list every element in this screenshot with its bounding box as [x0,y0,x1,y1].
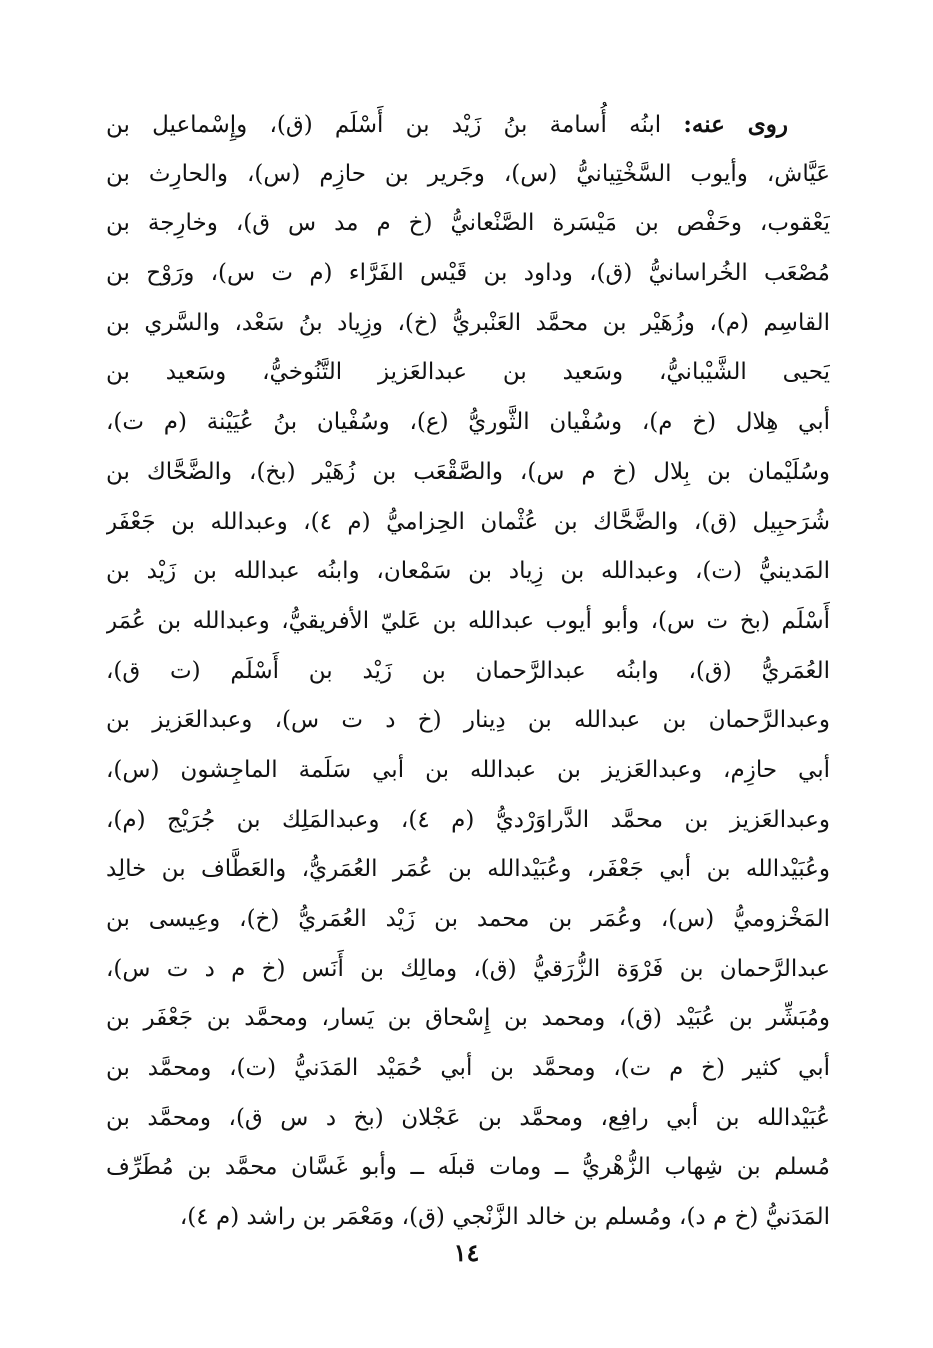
text-line: وعبدالرَّحمان بن عبدالله بن دِينار (خ د ت س)، وعبدالعَزيز بن [106,707,830,734]
text-line: وعبدالعَزيز بن محمَّد الدَّراوَرْديُّ (م ٤)، وعبدالمَلِك بن جُرَيْج (م)، [106,806,830,833]
line-text: ابنُه أُسامة بنُ زَيْد بن أَسْلَم (ق)، وإِسْماعيل بن [106,112,662,138]
text-line: شُرَحبِيل (ق)، والضَّحَّاك بن عُثْمان الحِزاميُّ (م ٤)، وعبدالله بن جَعْفَر [106,508,830,535]
text-line: العُمَريُّ (ق)، وابنُه عبدالرَّحمان بن زَيْد بن أَسْلَم (ت ق)، [106,657,830,684]
text-line: المَخْزوميُّ (س)، وعُمَر بن محمد بن زَيْد العُمَريُّ (خ)، وعِيسى بن [106,906,830,932]
text-line: يَعْقوب، وحَفْص بن مَيْسَرة الصَّنْعانيُّ (خ م مد س ق)، وخارِجة بن [106,210,830,237]
lead-label: روى عنه: [683,111,788,138]
text-line: مُصْعَب الخُراسانيُّ (ق)، وداود بن قَيْس الفَرَّاء (م ت س)، ورَوْح بن [106,260,830,287]
text-line: أبي حازِم، وعبدالعَزيز بن عبدالله بن أبي سَلَمة الماجِشون (س)، [106,756,830,783]
text-line: القاسِم (م)، وزُهَيْر بن محمَّد العَنْبريُّ (خ)، وزِياد بنُ سَعْد، والسَّري بن [106,309,830,336]
text-line: عبدالرَّحمان بن فَرْوَة الزُّرَقيُّ (ق)، ومالِك بن أَنَس (خ م د ت س)، [106,955,830,982]
text-line: أبي كثير (خ م ت)، ومحمَّد بن أبي حُمَيْد المَدَنيُّ (ت)، ومحمَّد بن [106,1055,830,1082]
text-line: عُبَيْدالله بن أبي رافِع، ومحمَّد بن عَجْلان (بخ د س ق)، ومحمَّد بن [106,1104,830,1131]
text-line: المَدينيُّ (ت)، وعبدالله بن زِياد بن سَمْعان، وابنُه عبدالله بن زَيْد بن [106,558,830,585]
text-line: أَسْلَم (بخ ت س)، وأبو أيوب عبدالله بن عَليّ الأفريقيُّ، وعبدالله بن عُمَر [106,607,830,634]
page-number: ١٤ [453,1238,480,1267]
text-line [106,100,830,150]
text-line: المَدَنيُّ (خ م د)، ومُسلم بن خالد الزَّنْجي (ق)، ومَعْمَر بن راشد (م ٤)، [179,1204,830,1231]
text-line: وسُلَيْمان بن بِلال (خ م س)، والصَّقْعَب بن زُهَيْر (بخ)، والضَّحَّاك بن [106,458,830,485]
text-line: يَحيى الشَّيْبانيُّ، وسَعيد بن عبدالعَزيز التَّنُوخيُّ، وسَعيد بن [106,359,830,386]
body-text [106,100,830,1243]
text-line: مُسلم بن شِهاب الزُّهْريُّ ــ ومات قبلَه ــ وأبو غَسَّان محمَّد بن مُطَرِّف [106,1154,830,1181]
text-line: عَيَّاش، وأيوب السَّخْتِيانيُّ (س)، وجَرير بن حازِم (س)، والحارِث بن [106,160,830,187]
text-line: أبي هِلال (خ م)، وسُفْيان الثَّوريُّ (ع)، وسُفْيان بنُ عُيَيْنة (م ت)، [106,409,830,436]
text-line: ومُبَشِّر بن عُبَيْد (ق)، ومحمد بن إِسْحاق بن يَسار، ومحمَّد بن جَعْفَر بن [106,1005,830,1032]
text-line: وعُبَيْدالله بن أبي جَعْفَر، وعُبَيْدالله بن عُمَر العُمَريُّ، والعَطَّاف بن خالِد [106,856,830,883]
